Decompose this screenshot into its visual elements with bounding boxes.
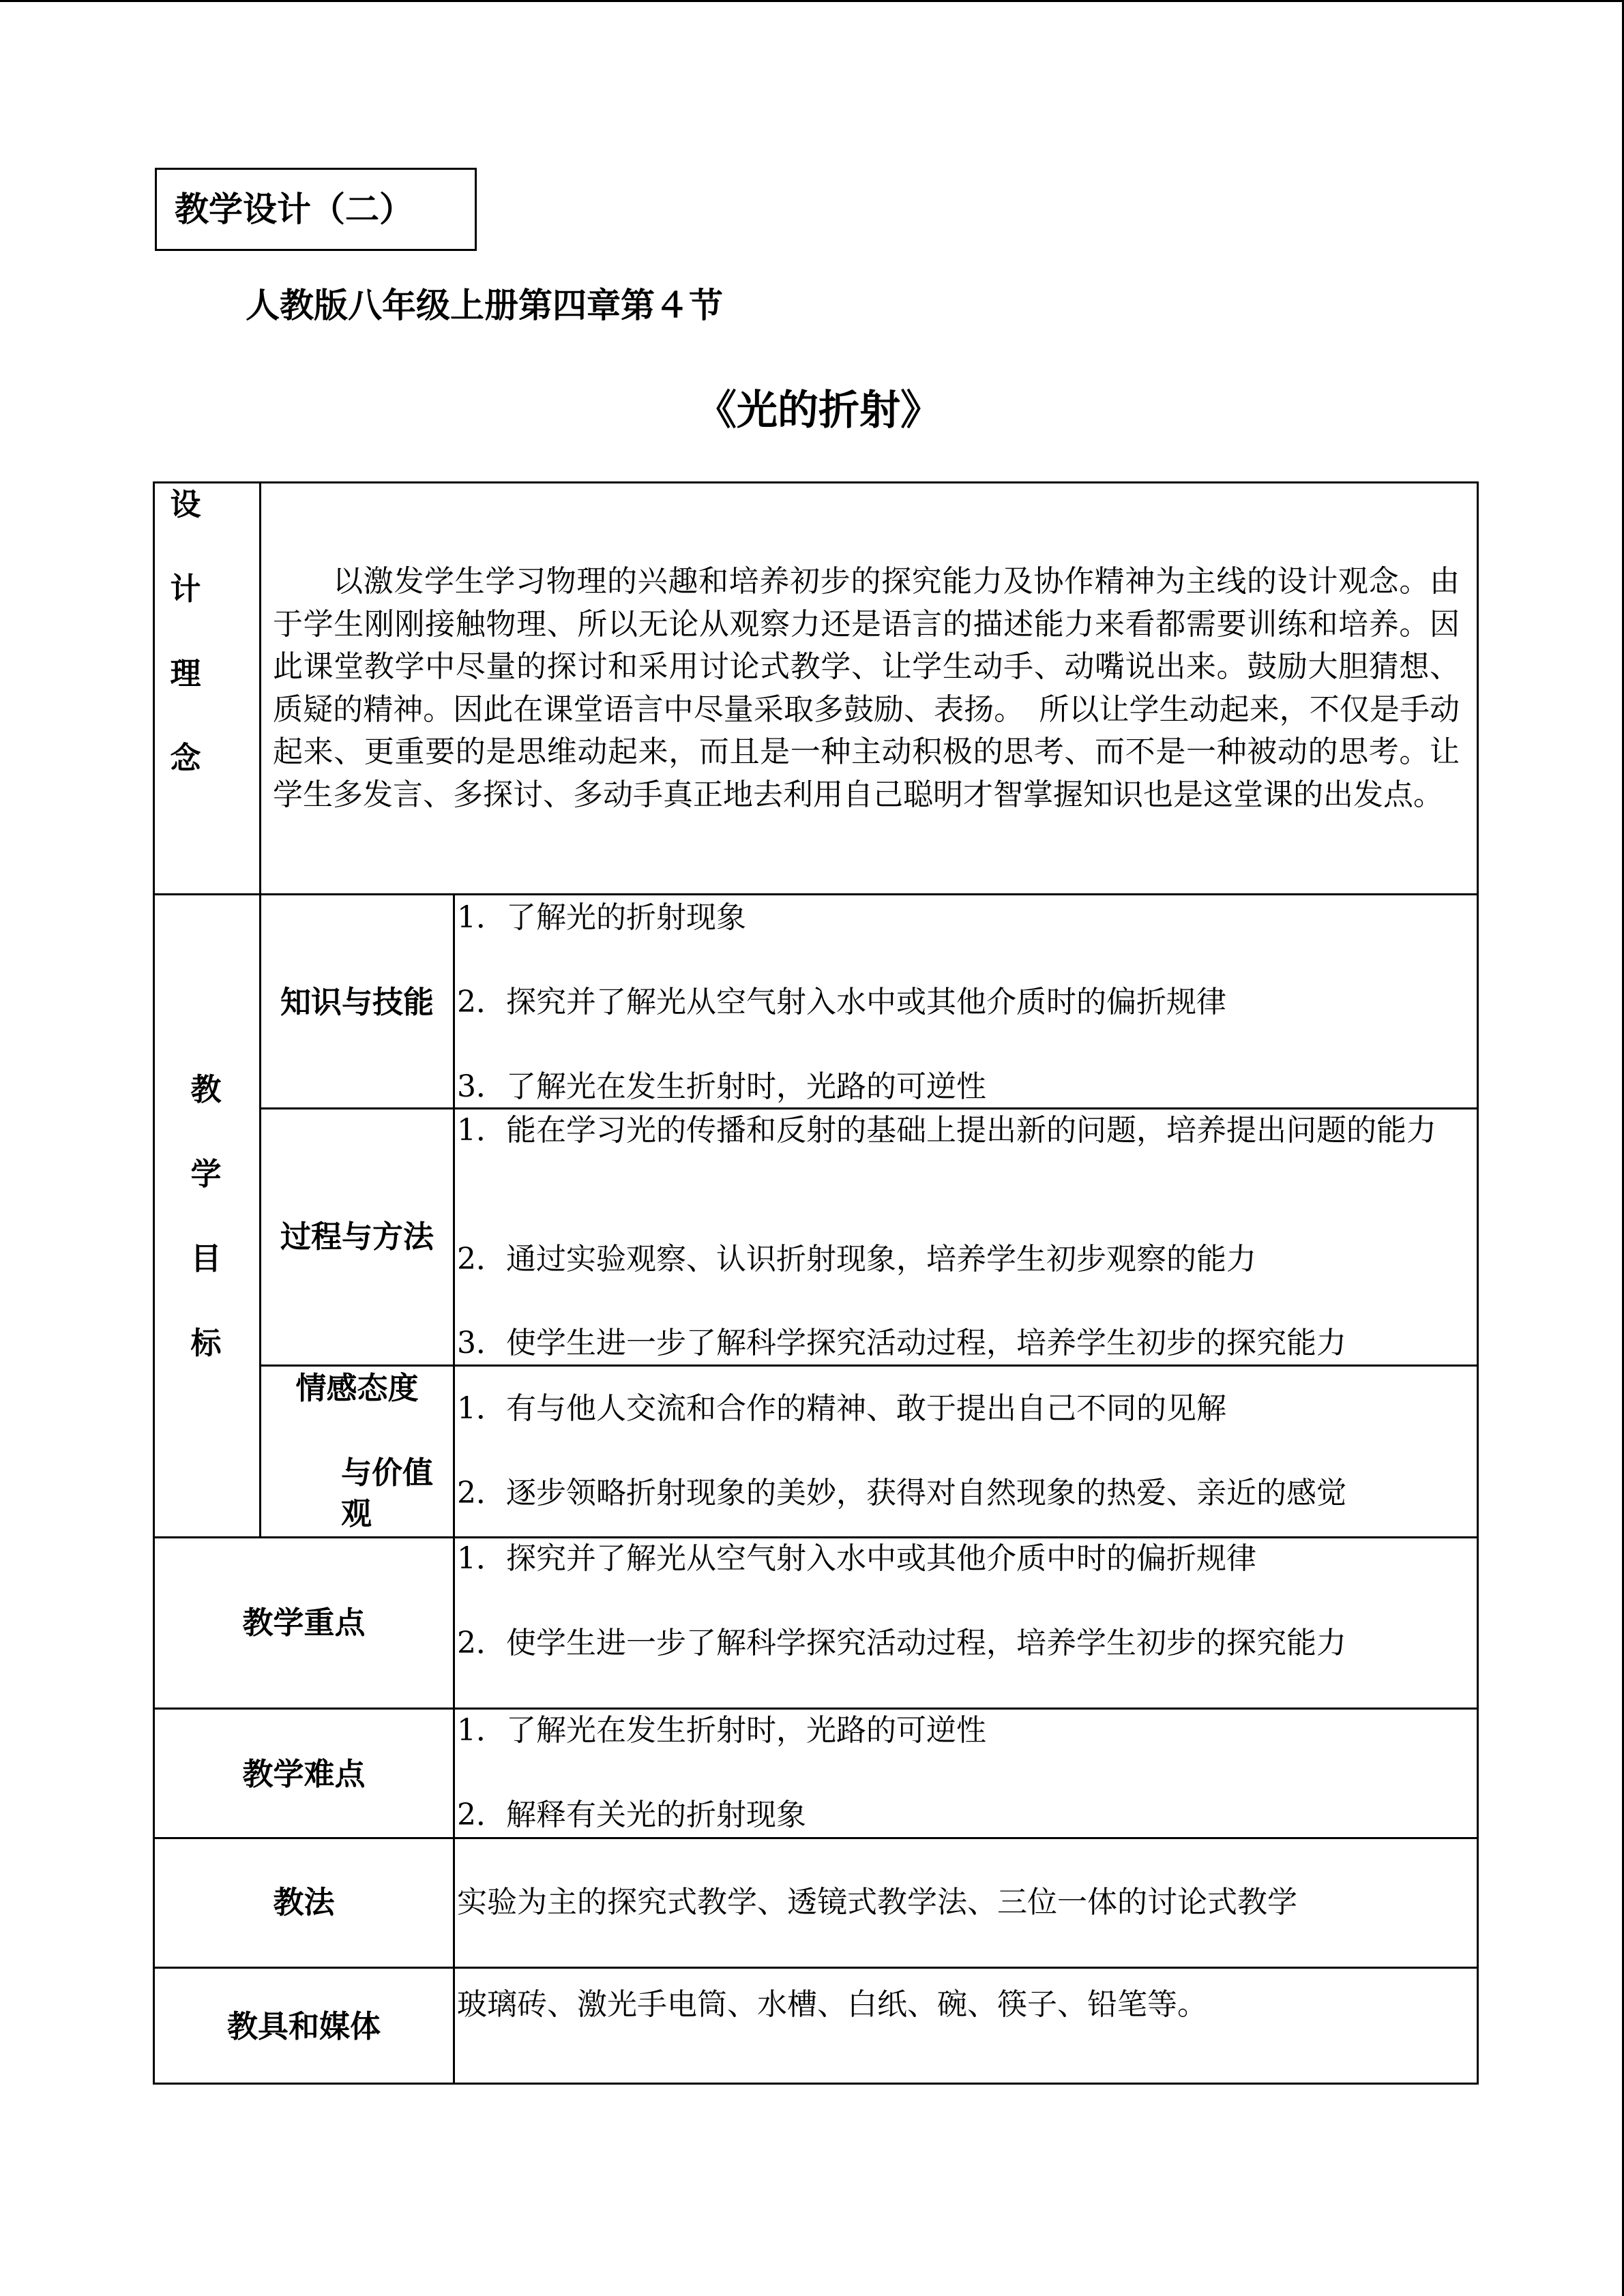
knowledge-skills-label: 知识与技能 [280, 984, 434, 1020]
table-rule [453, 893, 455, 2085]
difficult-point-item: 1．了解光在发生折射时，光路的可逆性 [457, 1713, 986, 1748]
table-rule [1477, 481, 1479, 2085]
emotion-values-label-line: 情感态度 [295, 1370, 419, 1406]
design-concept-label-char: 计 [170, 571, 201, 607]
process-item: 1．能在学习光的传播和反射的基础上提出新的问题，培养提出问题的能力 [457, 1113, 1436, 1148]
knowledge-item: 1．了解光的折射现象 [457, 900, 746, 935]
table-rule [153, 1708, 1479, 1710]
document-title: 教学设计（二） [175, 190, 413, 229]
key-point-item: 2．使学生进一步了解科学探究活动过程，培养学生初步的探究能力 [457, 1626, 1346, 1660]
emotion-values-label-line: 观 [341, 1495, 372, 1532]
table-rule [153, 2083, 1479, 2085]
methods-label: 教法 [273, 1884, 335, 1920]
emotion-values-label-line: 与价值 [341, 1455, 434, 1491]
key-point-item: 1．探究并了解光从空气射入水中或其他介质中时的偏折规律 [457, 1541, 1256, 1576]
document-title-box [155, 168, 477, 251]
process-item: 2．通过实验观察、认识折射现象，培养学生初步观察的能力 [457, 1242, 1256, 1277]
table-rule [153, 481, 1479, 483]
design-concept-text: 以激发学生学习物理的兴趣和培养初步的探究能力及协作精神为主线的设计观念。由于学生刚刚接触物理、所以无论从观察力还是语言的描述能力来看都需要训练和培养。因此课堂教学中尽量的探讨和采用讨论式教学、让学生动手、动嘴说出来。鼓励大胆猜想、质疑的精神。因此在课堂语言中尽量采取多鼓励、表扬。 所以让学生动起来，不仅是手动起来、更重要的是思维动起来，而且是一种主动积极的思考、而不是一种被动的思考。让学生多发言、多探讨、多动手真正地去利用自己聪明才智掌握知识也是这堂课的出发点。 [273, 564, 1460, 812]
lesson-title: 《光的折射》 [696, 387, 941, 434]
knowledge-item: 2．探究并了解光从空气射入水中或其他介质时的偏折规律 [457, 985, 1226, 1019]
difficult-point-item: 2．解释有关光的折射现象 [457, 1798, 806, 1832]
page-top-border [0, 0, 1624, 2]
textbook-subtitle: 人教版八年级上册第四章第４节 [246, 286, 723, 325]
design-concept-label-char: 念 [170, 740, 201, 776]
table-rule [153, 1967, 1479, 1969]
knowledge-item: 3．了解光在发生折射时，光路的可逆性 [457, 1069, 986, 1104]
table-rule [259, 1107, 1479, 1109]
table-rule [153, 481, 155, 2085]
media-label: 教具和媒体 [226, 2008, 381, 2044]
table-rule [259, 1365, 1479, 1367]
process-method-label: 过程与方法 [280, 1219, 434, 1255]
difficult-points-label: 教学难点 [242, 1756, 366, 1792]
table-rule [153, 1837, 1479, 1839]
teaching-goals-label-char: 教 [190, 1071, 222, 1107]
key-points-label: 教学重点 [242, 1605, 366, 1641]
methods-text: 实验为主的探究式教学、透镜式教学法、三位一体的讨论式教学 [457, 1885, 1297, 1920]
emotion-item: 1．有与他人交流和合作的精神、敢于提出自己不同的见解 [457, 1391, 1226, 1426]
media-text: 玻璃砖、激光手电筒、水槽、白纸、碗、筷子、铅笔等。 [457, 1987, 1207, 2022]
design-concept-label-char: 理 [170, 655, 201, 691]
teaching-goals-label-char: 标 [190, 1325, 222, 1361]
process-item: 3．使学生进一步了解科学探究活动过程，培养学生初步的探究能力 [457, 1326, 1346, 1360]
table-rule [153, 893, 1479, 895]
emotion-item: 2．逐步领略折射现象的美妙，获得对自然现象的热爱、亲近的感觉 [457, 1476, 1346, 1510]
teaching-goals-label-char: 目 [190, 1240, 222, 1277]
teaching-goals-label-char: 学 [190, 1156, 222, 1192]
design-concept-label-char: 设 [170, 486, 201, 522]
